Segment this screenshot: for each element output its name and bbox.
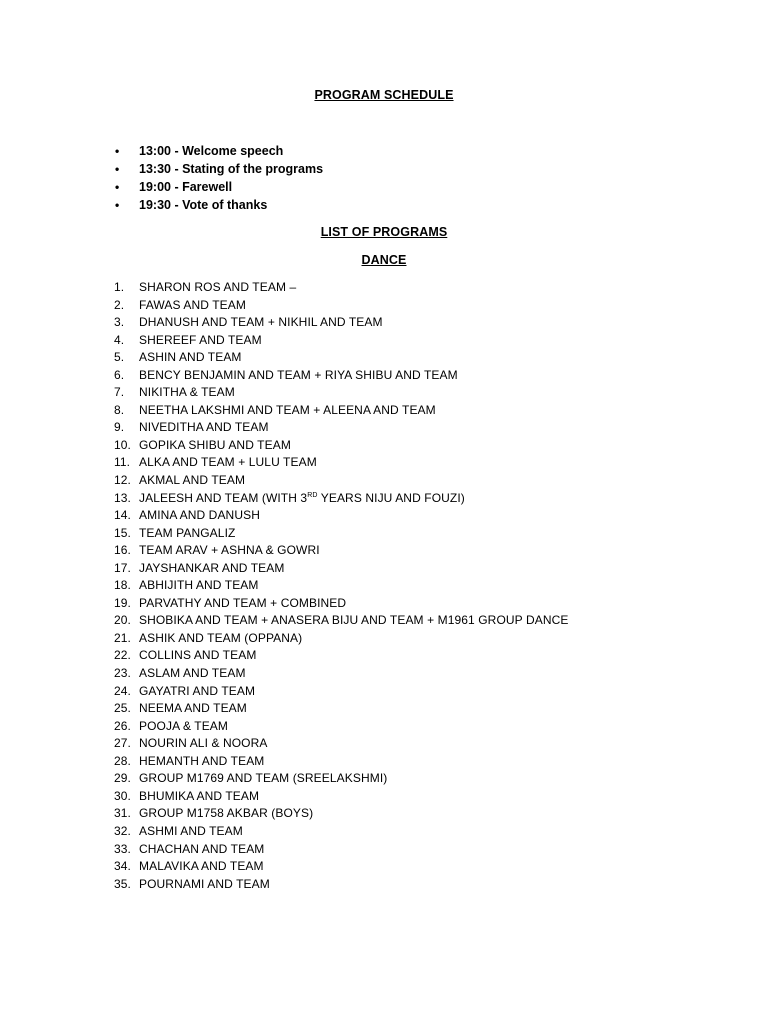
program-number: 14. [114,508,131,523]
program-item [114,612,568,630]
program-item [114,384,568,402]
program-number: 7. [114,385,125,400]
program-number: 32. [114,823,131,838]
program-item [114,788,568,806]
program-number: 23. [114,666,131,681]
program-number: 5. [114,350,125,365]
program-name-superscript: RD [307,491,318,499]
program-number: 20. [114,613,131,628]
bullet-icon: • [115,144,120,158]
programs-list [114,279,568,893]
bullet-icon: • [115,180,120,194]
program-name: GROUP M1769 AND TEAM (SREELAKSHMI) [139,771,388,786]
program-name: TEAM ARAV + ASHNA & GOWRI [139,543,320,558]
program-number: 4. [114,332,125,347]
program-item [114,560,568,578]
schedule-item [112,142,323,160]
program-number: 12. [114,473,131,488]
program-item [114,279,568,297]
program-item [114,630,568,648]
program-number: 24. [114,683,131,698]
list-title: LIST OF PROGRAMS [320,225,448,239]
program-item [114,683,568,701]
program-number: 25. [114,701,131,716]
program-name: NOURIN ALI & NOORA [139,736,268,751]
program-name: ASHIN AND TEAM [139,350,242,365]
schedule-item-text: 19:30 - Vote of thanks [139,198,268,212]
program-number: 35. [114,876,131,891]
program-number: 31. [114,806,131,821]
program-number: 21. [114,630,131,645]
program-name: SHEREEF AND TEAM [139,332,262,347]
program-name: BHUMIKA AND TEAM [139,788,260,803]
page-title: PROGRAM SCHEDULE [314,88,454,102]
program-name: ASLAM AND TEAM [139,666,246,681]
program-item [114,735,568,753]
schedule-item [112,178,323,196]
program-item [114,805,568,823]
schedule-list [112,142,323,214]
program-item [114,700,568,718]
program-name: DHANUSH AND TEAM + NIKHIL AND TEAM [139,315,383,330]
program-name-continued: YEARS NIJU AND FOUZI) [317,490,465,505]
program-name: AMINA AND DANUSH [139,508,260,523]
program-number: 8. [114,402,125,417]
section-title: DANCE [361,253,407,267]
program-name: ASHIK AND TEAM (OPPANA) [139,630,303,645]
program-number: 33. [114,841,131,856]
program-item [114,349,568,367]
program-item [114,297,568,315]
program-number: 28. [114,753,131,768]
program-number: 3. [114,315,125,330]
program-number: 18. [114,578,131,593]
program-name: NIKITHA & TEAM [139,385,235,400]
program-item [114,770,568,788]
schedule-item-text: 19:00 - Farewell [139,180,233,194]
program-name: HEMANTH AND TEAM [139,753,265,768]
program-item [114,823,568,841]
program-name: MALAVIKA AND TEAM [139,859,264,874]
program-name: NEETHA LAKSHMI AND TEAM + ALEENA AND TEAM [139,402,436,417]
program-item [114,858,568,876]
program-item [114,367,568,385]
program-number: 2. [114,297,125,312]
program-number: 1. [114,280,125,294]
program-item [114,525,568,543]
program-item [114,419,568,437]
program-number: 10. [114,437,131,452]
program-name: ASHMI AND TEAM [139,823,243,838]
program-number: 15. [114,525,131,540]
schedule-item-text: 13:30 - Stating of the programs [139,162,324,176]
program-name: TEAM PANGALIZ [139,525,236,540]
program-item [114,841,568,859]
program-number: 22. [114,648,131,663]
program-number: 13. [114,490,131,505]
program-name: CHACHAN AND TEAM [139,841,265,856]
program-name: SHOBIKA AND TEAM + ANASERA BIJU AND TEAM + M1961 GROUP DANCE [139,613,569,628]
program-name: COLLINS AND TEAM [139,648,257,663]
program-name: BENCY BENJAMIN AND TEAM + RIYA SHIBU AND TEAM [139,367,458,382]
program-name: FAWAS AND TEAM [139,297,246,312]
program-item [114,665,568,683]
program-number: 16. [114,543,131,558]
program-number: 30. [114,788,131,803]
program-name: POOJA & TEAM [139,718,229,733]
program-item [114,490,568,508]
program-item [114,647,568,665]
bullet-icon: • [115,198,120,212]
program-number: 29. [114,771,131,786]
program-number: 17. [114,560,131,575]
program-item [114,332,568,350]
program-item [114,402,568,420]
schedule-item [112,196,323,214]
program-item [114,437,568,455]
program-name: GOPIKA SHIBU AND TEAM [139,437,291,452]
program-item [114,876,568,894]
program-item [114,454,568,472]
program-item [114,542,568,560]
program-name: JALEESH AND TEAM (WITH 3 [139,490,308,505]
program-name: SHARON ROS AND TEAM – [139,280,297,294]
program-name: GROUP M1758 AKBAR (BOYS) [139,806,314,821]
program-item [114,753,568,771]
program-name: ALKA AND TEAM + LULU TEAM [139,455,317,470]
program-name: NIVEDITHA AND TEAM [139,420,269,435]
program-number: 19. [114,595,131,610]
program-item [114,577,568,595]
program-item [114,595,568,613]
program-name: NEEMA AND TEAM [139,701,247,716]
schedule-item-text: 13:00 - Welcome speech [139,144,284,158]
schedule-item [112,160,323,178]
program-number: 6. [114,367,125,382]
program-number: 9. [114,420,125,435]
program-name: JAYSHANKAR AND TEAM [139,560,285,575]
program-name: GAYATRI AND TEAM [139,683,256,698]
program-name: PARVATHY AND TEAM + COMBINED [139,595,347,610]
program-number: 27. [114,736,131,751]
program-item [114,507,568,525]
program-number: 26. [114,718,131,733]
program-number: 34. [114,859,131,874]
program-name: ABHIJITH AND TEAM [139,578,259,593]
bullet-icon: • [115,162,120,176]
program-name: POURNAMI AND TEAM [139,876,270,891]
program-item [114,718,568,736]
program-item [114,314,568,332]
program-item [114,472,568,490]
program-number: 11. [114,455,131,470]
program-name: AKMAL AND TEAM [139,473,246,488]
